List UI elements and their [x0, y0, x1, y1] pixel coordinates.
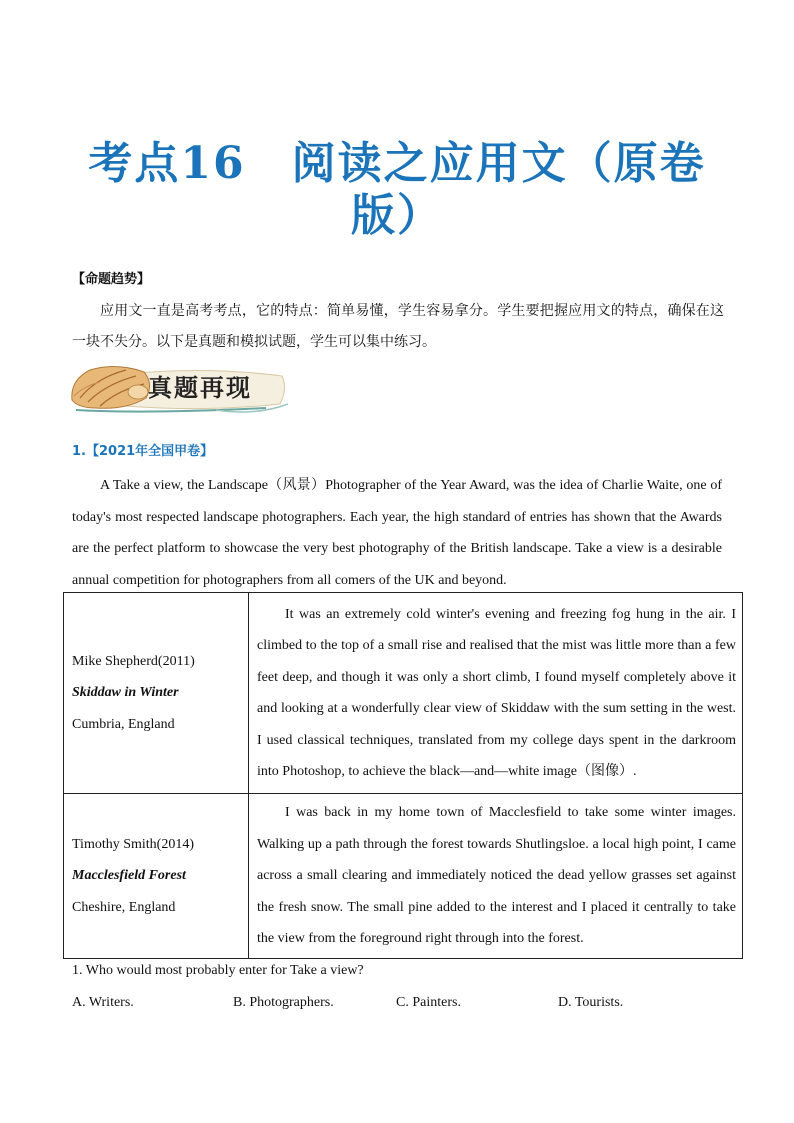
answer-options — [72, 995, 724, 1019]
option-d[interactable]: D. Tourists. — [558, 995, 624, 1010]
page-title: 考点16 阅读之应用文（原卷版） — [88, 138, 706, 241]
work-title: Skiddaw in Winter — [72, 685, 179, 701]
option-c[interactable]: C. Painters. — [396, 995, 461, 1010]
entry-meta — [64, 593, 249, 794]
section-banner — [66, 360, 292, 416]
entry-meta — [64, 794, 249, 959]
passage-paragraph: A Take a view, the Landscape（风景）Photographer of the Year Award, was the idea of Charlie Waite, one of today's most respected landscape photographers. Each year, the high standard of entries has shown that the Awards are the perfect platform to showcase the very best photography of the British landscape. Take a view is a desirable annual competition for photographers from all comers of the UK and beyond. — [72, 478, 722, 588]
work-location: Cheshire, England — [72, 899, 176, 915]
work-title: Macclesfield Forest — [72, 868, 186, 884]
option-b[interactable]: B. Photographers. — [233, 995, 334, 1010]
entry-description: I was back in my home town of Macclesfield to take some winter images. Walking up a path through the forest towards Shutlingsloe. a local high point, I came across a small clearing and immediately noticed the dead yellow grasses set against the fresh snow. The small pine added to the interest and I placed it centrally to take the view from the foreground right through into the forest. — [249, 794, 743, 959]
question-text: 1. Who would most probably enter for Take a view? — [72, 963, 364, 978]
entries-table — [63, 592, 743, 959]
work-location: Cumbria, England — [72, 716, 175, 732]
option-a[interactable]: A. Writers. — [72, 995, 134, 1010]
question-heading: 1.【2021年全国甲卷】 — [72, 444, 214, 459]
photographer-name: Timothy Smith(2014) — [72, 836, 195, 852]
entry-description: It was an extremely cold winter's evening and freezing fog hung in the air. I climbed to the top of a small rise and realised that the mist was little more than a few feet deep, and though it was only a short climb, I found myself completely above it and looking at a wonderfully clear view of Skiddaw with the sum setting in the west. I used classical techniques, translated from my college days spent in the darkroom into Photoshop, to achieve the black—and—white image（图像）. — [249, 593, 743, 794]
table-row — [64, 593, 743, 794]
table-row — [64, 794, 743, 959]
photographer-name: Mike Shepherd(2011) — [72, 653, 195, 669]
section-label: 【命题趋势】 — [72, 272, 151, 287]
intro-paragraph: 应用文一直是高考考点，它的特点：简单易懂，学生容易拿分。学生要把握应用文的特点，确保在这一块不失分。以下是真题和模拟试题，学生可以集中练习。 — [72, 303, 724, 350]
banner-label: 真题再现 — [148, 373, 252, 402]
